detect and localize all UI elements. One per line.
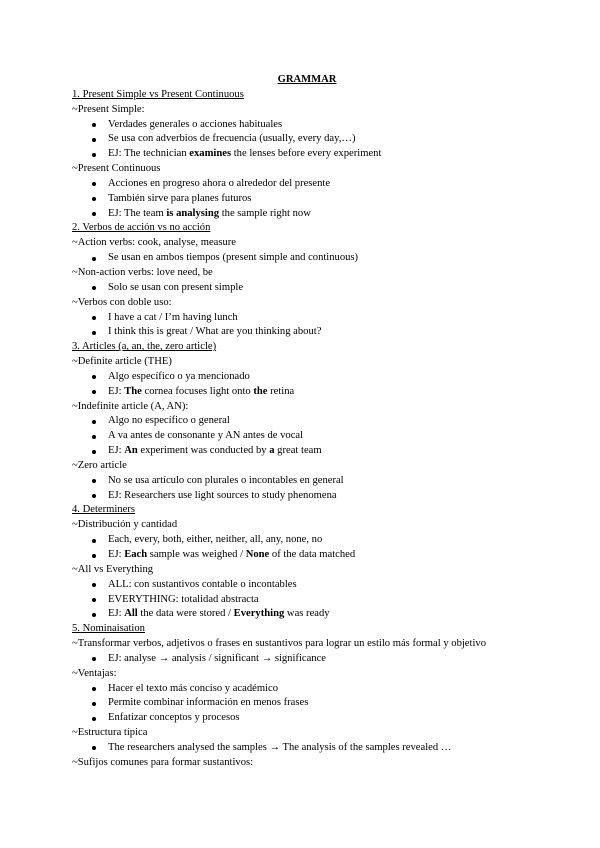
text-run: sample was weighed / (147, 549, 246, 560)
section-heading-present-simple-vs-continuous: 1. Present Simple vs Present Continuous (72, 88, 244, 100)
subheading-present-simple: ~Present Simple: (72, 103, 145, 115)
list-item: EVERYTHING: totalidad abstracta (72, 593, 542, 608)
list-item: Enfatizar conceptos y procesos (72, 711, 542, 726)
bold-text: a (269, 445, 275, 457)
list-item: Hacer el texto más conciso y académico (72, 682, 542, 697)
list-item: Se usan en ambos tiempos (present simple and continuous) (72, 251, 542, 266)
list-item: I have a cat / I’m having lunch (72, 311, 542, 326)
bold-text: is analysing (166, 207, 220, 219)
list-item: I think this is great / What are you thinking about? (72, 325, 542, 340)
bullet-list-present-continuous (72, 177, 542, 222)
section-heading-nominalisation: 5. Nominaisation (72, 623, 145, 635)
list-item (72, 385, 542, 400)
subheading-action-verbs: ~Action verbs: cook, analyse, measure (72, 237, 236, 249)
section-heading-determiners: 4. Determiners (72, 504, 135, 516)
bullet-list-definite-article (72, 370, 542, 400)
list-item: A va antes de consonante y AN antes de vocal (72, 429, 542, 444)
bold-text: None (245, 549, 270, 560)
bullet-list-advantages (72, 682, 542, 727)
list-item: EJ: Researchers use light sources to study phenomena (72, 489, 542, 504)
list-item: Solo se usan con present simple (72, 281, 542, 296)
subheading-common-suffixes: ~Sufijos comunes para formar sustantivos: (72, 756, 254, 768)
bullet-list-zero-article (72, 474, 542, 504)
subheading-present-continuous: ~Present Continuous (72, 163, 161, 175)
subheading-definite-article: ~Definite article (THE) (72, 356, 172, 368)
text-run: retina (267, 385, 295, 397)
text-run: of the data matched (269, 549, 356, 560)
bold-text: Each (124, 549, 148, 560)
list-item: ALL: con sustantivos contable o incontables (72, 578, 542, 593)
list-item: No se usa artículo con plurales o incontables en general (72, 474, 542, 489)
list-item (72, 444, 542, 459)
bold-text: examines (189, 148, 232, 160)
list-item: También sirve para planes futuros (72, 192, 542, 207)
list-item: Algo específico o ya mencionado (72, 370, 542, 385)
text-run: EJ: (108, 549, 125, 560)
bullet-list-action-verbs (72, 251, 542, 266)
list-item (72, 548, 542, 563)
bullet-list-double-use-verbs (72, 311, 542, 341)
text-run: the data were stored / (137, 608, 234, 620)
bullet-list-transform (72, 652, 542, 667)
text-run: great team (274, 445, 322, 457)
bold-text: All (124, 608, 138, 620)
bold-text: the (253, 385, 268, 397)
subheading-advantages: ~Ventajas: (72, 667, 117, 679)
subheading-typical-structure: ~Estructura típica (72, 727, 148, 739)
subheading-non-action-verbs: ~Non-action verbs: love need, be (72, 266, 213, 278)
subheading-zero-article: ~Zero article (72, 459, 127, 471)
list-item: Se usa con adverbios de frecuencia (usually, every day,…) (72, 132, 542, 147)
text-run: was ready (284, 608, 330, 620)
list-item (72, 207, 542, 222)
page-title: GRAMMAR (277, 74, 337, 85)
section-heading-action-verbs: 2. Verbos de acción vs no acción (72, 222, 211, 234)
document-content (72, 73, 542, 771)
text-run: EJ: (108, 445, 125, 457)
text-run: cornea focuses light onto (141, 385, 254, 397)
subheading-distribution: ~Distribución y cantidad (72, 519, 178, 531)
bullet-list-indefinite-article (72, 414, 542, 459)
list-item: Permite combinar información en menos frases (72, 696, 542, 711)
bold-text: An (124, 445, 138, 457)
bullet-list-typical-structure (72, 741, 542, 756)
text-run: EJ: (108, 608, 125, 620)
list-item (72, 607, 542, 622)
bullet-list-present-simple (72, 118, 542, 163)
bullet-list-all-vs-everything (72, 578, 542, 623)
text-run: EJ: (108, 385, 125, 397)
text-run: the lenses before every experiment (231, 148, 382, 160)
bullet-list-non-action-verbs (72, 281, 542, 296)
list-item (72, 147, 542, 162)
text-run: experiment was conducted by (137, 445, 270, 457)
list-item: Algo no específico o general (72, 414, 542, 429)
list-item: Verdades generales o acciones habituales (72, 118, 542, 133)
list-item: The researchers analysed the samples → The analysis of the samples revealed … (72, 741, 542, 756)
bullet-list-distribution (72, 533, 542, 563)
text-run: EJ: The technician (108, 148, 190, 160)
subheading-all-vs-everything: ~All vs Everything (72, 563, 154, 575)
section-heading-articles: 3. Articles (a, an, the, zero article) (72, 341, 217, 353)
subheading-transform: ~Transformar verbos, adjetivos o frases en sustantivos para lograr un estilo más formal y objetivo (72, 638, 486, 650)
bold-text: Everything (233, 608, 285, 620)
list-item: EJ: analyse → analysis / significant → significance (72, 652, 542, 667)
list-item: Each, every, both, either, neither, all, any, none, no (72, 533, 542, 548)
subheading-indefinite-article: ~Indefinite article (A, AN): (72, 400, 189, 412)
text-run: the sample right now (219, 207, 311, 219)
text-run: EJ: The team (108, 207, 167, 219)
subheading-double-use-verbs: ~Verbos con doble uso: (72, 296, 172, 308)
bold-text: The (124, 385, 142, 397)
list-item: Acciones en progreso ahora o alrededor del presente (72, 177, 542, 192)
